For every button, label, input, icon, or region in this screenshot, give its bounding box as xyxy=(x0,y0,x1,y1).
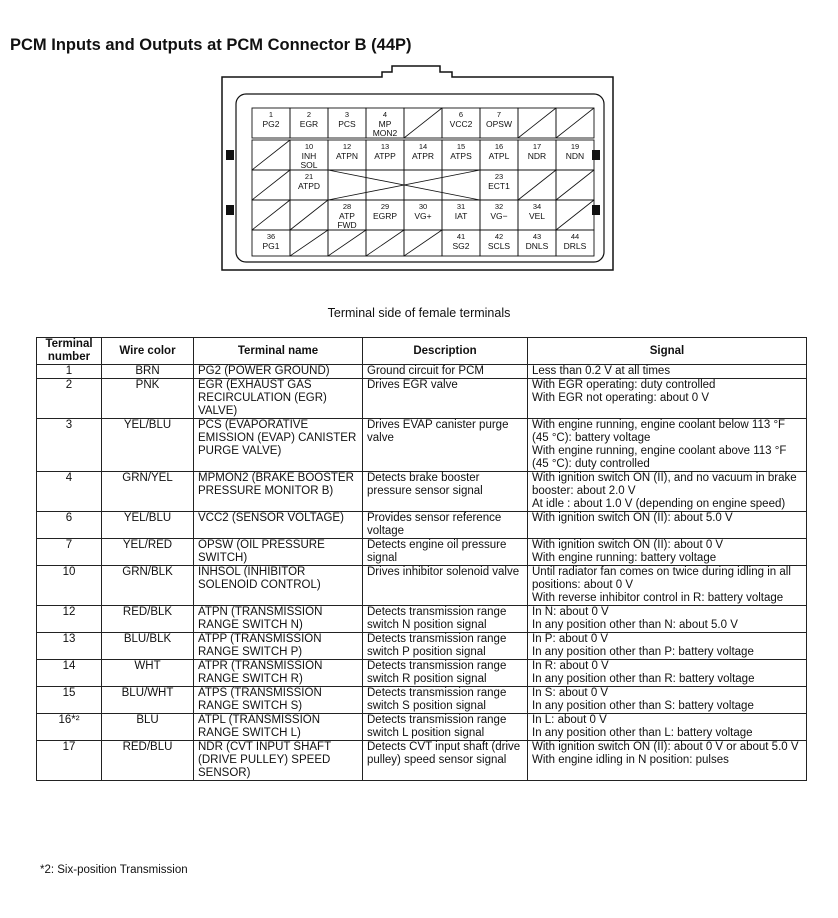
signal-line: In L: about 0 V xyxy=(532,714,607,726)
header-terminal-name: Terminal name xyxy=(194,338,363,365)
terminal-number-label: 10 xyxy=(304,142,314,151)
terminal-number-cell: 7 xyxy=(37,539,102,566)
empty-slot-hatch xyxy=(404,108,442,138)
terminal-signal-label: SCLS xyxy=(487,241,511,251)
wire-color-cell: GRN/YEL xyxy=(102,472,194,512)
header-terminal-number: Terminal number xyxy=(37,338,102,365)
terminal-name-cell: VCC2 (SENSOR VOLTAGE) xyxy=(194,512,363,539)
signal-cell xyxy=(528,660,807,687)
signal-line: With ignition switch ON (II), and no vacuum in brake booster: about 2.0 V xyxy=(532,472,797,497)
terminal-grid xyxy=(252,108,594,256)
description-cell: Provides sensor reference voltage xyxy=(363,512,528,539)
terminal-signal-label: DNLS xyxy=(525,241,549,251)
terminal-number-label: 31 xyxy=(456,202,466,211)
table-row xyxy=(37,687,807,714)
empty-slot-hatch xyxy=(252,140,290,170)
terminal-signal-label: DRLS xyxy=(563,241,587,251)
terminal-number-cell: 4 xyxy=(37,472,102,512)
terminal-number-cell: 15 xyxy=(37,687,102,714)
terminal-name-cell: PCS (EVAPORATIVE EMISSION (EVAP) CANISTER PURGE VALVE) xyxy=(194,419,363,472)
terminal-number-cell: 6 xyxy=(37,512,102,539)
empty-slot-hatch xyxy=(252,200,290,230)
signal-line: In R: about 0 V xyxy=(532,660,609,672)
signal-line: With engine running, engine coolant below 113 °F (45 °C): battery voltage xyxy=(532,419,786,444)
description-cell: Detects transmission range switch L position signal xyxy=(363,714,528,741)
description-cell: Drives EVAP canister purge valve xyxy=(363,419,528,472)
terminal-number-label: 43 xyxy=(532,232,542,241)
terminal-number-label: 14 xyxy=(418,142,428,151)
wire-color-cell: YEL/RED xyxy=(102,539,194,566)
terminal-cell xyxy=(366,170,404,200)
footnote: *2: Six-position Transmission xyxy=(40,864,188,876)
terminal-number-label: 42 xyxy=(494,232,504,241)
table-row xyxy=(37,365,807,379)
terminal-name-cell: ATPL (TRANSMISSION RANGE SWITCH L) xyxy=(194,714,363,741)
terminal-signal-label: VCC2 xyxy=(449,119,473,129)
wire-color-cell: RED/BLU xyxy=(102,741,194,781)
signal-line: Until radiator fan comes on twice during idling in all positions: about 0 V xyxy=(532,566,791,591)
terminal-number-cell: 12 xyxy=(37,606,102,633)
terminal-signal-label: EGR xyxy=(299,119,319,129)
wire-color-cell: YEL/BLU xyxy=(102,419,194,472)
terminal-number-cell: 10 xyxy=(37,566,102,606)
terminal-table xyxy=(36,337,807,781)
table-row xyxy=(37,714,807,741)
terminal-signal-label: ECT1 xyxy=(488,181,510,191)
terminal-number-label: 41 xyxy=(456,232,466,241)
signal-cell xyxy=(528,365,807,379)
description-cell: Detects transmission range switch N position signal xyxy=(363,606,528,633)
wire-color-cell: BLU/BLK xyxy=(102,633,194,660)
terminal-number-label: 19 xyxy=(570,142,580,151)
signal-line: In any position other than P: battery voltage xyxy=(532,646,754,658)
signal-line: In any position other than L: battery voltage xyxy=(532,727,753,739)
signal-line: Less than 0.2 V at all times xyxy=(532,365,671,377)
empty-slot-hatch xyxy=(328,230,366,256)
signal-line: With EGR operating: duty controlled xyxy=(532,379,716,391)
signal-line: With engine idling in N position: pulses xyxy=(532,754,729,766)
table-row xyxy=(37,741,807,781)
empty-slot-hatch xyxy=(404,230,442,256)
signal-cell xyxy=(528,714,807,741)
table-row xyxy=(37,379,807,419)
page-title: PCM Inputs and Outputs at PCM Connector B (44P) xyxy=(10,36,412,54)
right-lock-tab xyxy=(592,150,600,160)
header-signal: Signal xyxy=(528,338,807,365)
terminal-signal-label: FWD xyxy=(337,220,357,230)
table-row xyxy=(37,472,807,512)
terminal-number-label: 6 xyxy=(458,110,464,119)
terminal-number-cell: 3 xyxy=(37,419,102,472)
empty-slot-hatch xyxy=(518,108,556,138)
terminal-name-cell: OPSW (OIL PRESSURE SWITCH) xyxy=(194,539,363,566)
connector-shell xyxy=(222,66,613,270)
terminal-number-label: 16 xyxy=(494,142,504,151)
terminal-number-cell: 1 xyxy=(37,365,102,379)
table-row xyxy=(37,633,807,660)
terminal-number-label: 17 xyxy=(532,142,542,151)
terminal-number-cell: 2 xyxy=(37,379,102,419)
signal-cell xyxy=(528,419,807,472)
terminal-signal-label: VG+ xyxy=(414,211,432,221)
terminal-signal-label: ATPS xyxy=(450,151,472,161)
terminal-signal-label: MON2 xyxy=(372,128,398,138)
signal-cell xyxy=(528,687,807,714)
terminal-number-label: 3 xyxy=(344,110,350,119)
description-cell: Detects brake booster pressure sensor signal xyxy=(363,472,528,512)
table-row xyxy=(37,539,807,566)
terminal-signal-label: OPSW xyxy=(486,119,512,129)
empty-slot-hatch xyxy=(556,200,594,230)
terminal-number-label: 1 xyxy=(268,110,274,119)
signal-cell xyxy=(528,633,807,660)
connector-caption: Terminal side of female terminals xyxy=(327,306,511,320)
signal-cell xyxy=(528,539,807,566)
empty-slot-hatch xyxy=(556,170,594,200)
terminal-name-cell: NDR (CVT INPUT SHAFT (DRIVE PULLEY) SPEED SENSOR) xyxy=(194,741,363,781)
terminal-number-cell: 17 xyxy=(37,741,102,781)
right-lock-tab-lower xyxy=(592,205,600,215)
terminal-signal-label: ATPP xyxy=(374,151,396,161)
table-row xyxy=(37,606,807,633)
terminal-name-cell: ATPR (TRANSMISSION RANGE SWITCH R) xyxy=(194,660,363,687)
left-lock-tab xyxy=(226,150,234,160)
terminal-number-label: 28 xyxy=(342,202,352,211)
terminal-number-label: 4 xyxy=(382,110,388,119)
terminal-signal-label: PG1 xyxy=(262,241,280,251)
terminal-name-cell: MPMON2 (BRAKE BOOSTER PRESSURE MONITOR B) xyxy=(194,472,363,512)
signal-line: With engine running, engine coolant above 113 °F (45 °C): duty controlled xyxy=(532,445,787,470)
signal-cell xyxy=(528,379,807,419)
terminal-name-cell: ATPN (TRANSMISSION RANGE SWITCH N) xyxy=(194,606,363,633)
empty-slot-hatch xyxy=(518,170,556,200)
wire-color-cell: BLU xyxy=(102,714,194,741)
signal-line: With engine running: battery voltage xyxy=(532,552,717,564)
terminal-number-label: 44 xyxy=(570,232,580,241)
wire-color-cell: WHT xyxy=(102,660,194,687)
terminal-number-label: 32 xyxy=(494,202,504,211)
terminal-signal-label: VEL xyxy=(528,211,546,221)
header-description: Description xyxy=(363,338,528,365)
terminal-signal-label: ATPN xyxy=(335,151,359,161)
terminal-number-label: 21 xyxy=(304,172,314,181)
table-row xyxy=(37,512,807,539)
empty-slot-hatch xyxy=(290,200,328,230)
terminal-signal-label: ATP xyxy=(339,211,355,221)
terminal-name-cell: PG2 (POWER GROUND) xyxy=(194,365,363,379)
terminal-signal-label: ATPD xyxy=(297,181,321,191)
description-cell: Ground circuit for PCM xyxy=(363,365,528,379)
terminal-cell xyxy=(404,170,442,200)
table-row xyxy=(37,566,807,606)
terminal-signal-label: PG2 xyxy=(262,119,280,129)
connector-diagram xyxy=(0,0,838,300)
signal-line: With EGR not operating: about 0 V xyxy=(532,392,710,404)
terminal-cell xyxy=(328,170,366,200)
signal-cell xyxy=(528,741,807,781)
description-cell: Drives inhibitor solenoid valve xyxy=(363,566,528,606)
terminal-signal-label: INH xyxy=(301,151,317,161)
terminal-cell xyxy=(442,170,480,200)
terminal-signal-label: PCS xyxy=(338,119,356,129)
terminal-signal-label: NDR xyxy=(527,151,547,161)
description-cell: Detects transmission range switch S position signal xyxy=(363,687,528,714)
terminal-signal-label: VG− xyxy=(490,211,508,221)
signal-cell xyxy=(528,512,807,539)
connector-inner-frame xyxy=(236,94,604,262)
terminal-number-label: 30 xyxy=(418,202,428,211)
signal-line: In P: about 0 V xyxy=(532,633,609,645)
terminal-name-cell: ATPP (TRANSMISSION RANGE SWITCH P) xyxy=(194,633,363,660)
signal-line: In N: about 0 V xyxy=(532,606,609,618)
empty-slot-hatch xyxy=(290,230,328,256)
terminal-number-label: 2 xyxy=(306,110,312,119)
terminal-signal-label: EGRP xyxy=(372,211,398,221)
wire-color-cell: BLU/WHT xyxy=(102,687,194,714)
table-header-row xyxy=(37,338,807,365)
terminal-number-label: 23 xyxy=(494,172,504,181)
wire-color-cell: RED/BLK xyxy=(102,606,194,633)
wire-color-cell: BRN xyxy=(102,365,194,379)
terminal-signal-label: MP xyxy=(378,119,392,129)
terminal-signal-label: NDN xyxy=(565,151,585,161)
signal-line: In any position other than R: battery voltage xyxy=(532,673,755,685)
terminal-number-label: 13 xyxy=(380,142,390,151)
description-cell: Detects transmission range switch R position signal xyxy=(363,660,528,687)
terminal-number-cell: 13 xyxy=(37,633,102,660)
terminal-name-cell: ATPS (TRANSMISSION RANGE SWITCH S) xyxy=(194,687,363,714)
wire-color-cell: PNK xyxy=(102,379,194,419)
terminal-number-cell: 14 xyxy=(37,660,102,687)
description-cell: Detects CVT input shaft (drive pulley) speed sensor signal xyxy=(363,741,528,781)
signal-cell xyxy=(528,606,807,633)
signal-cell xyxy=(528,566,807,606)
header-wire-color: Wire color xyxy=(102,338,194,365)
signal-line: In any position other than S: battery voltage xyxy=(532,700,754,712)
terminal-signal-label: IAT xyxy=(454,211,468,221)
description-cell: Detects engine oil pressure signal xyxy=(363,539,528,566)
left-lock-tab-lower xyxy=(226,205,234,215)
terminal-signal-label: ATPL xyxy=(488,151,510,161)
terminal-name-cell: EGR (EXHAUST GAS RECIRCULATION (EGR) VALVE) xyxy=(194,379,363,419)
signal-line: With ignition switch ON (II): about 0 V xyxy=(532,539,724,551)
terminal-signal-label: ATPR xyxy=(411,151,435,161)
terminal-signal-label: SOL xyxy=(300,160,318,170)
signal-cell xyxy=(528,472,807,512)
terminal-number-label: 15 xyxy=(456,142,466,151)
table-row xyxy=(37,419,807,472)
terminal-name-cell: INHSOL (INHIBITOR SOLENOID CONTROL) xyxy=(194,566,363,606)
terminal-number-label: 7 xyxy=(496,110,502,119)
signal-line: With ignition switch ON (II): about 5.0 V xyxy=(532,512,733,524)
description-cell: Detects transmission range switch P position signal xyxy=(363,633,528,660)
terminal-number-label: 36 xyxy=(266,232,276,241)
table-row xyxy=(37,660,807,687)
empty-slot-hatch xyxy=(366,230,404,256)
signal-line: With ignition switch ON (II): about 0 V or about 5.0 V xyxy=(532,741,799,753)
empty-slot-hatch xyxy=(252,170,290,200)
signal-line: In S: about 0 V xyxy=(532,687,609,699)
description-cell: Drives EGR valve xyxy=(363,379,528,419)
signal-line: At idle : about 1.0 V (depending on engine speed) xyxy=(532,498,786,510)
terminal-signal-label: SG2 xyxy=(452,241,470,251)
wire-color-cell: GRN/BLK xyxy=(102,566,194,606)
signal-line: In any position other than N: about 5.0 V xyxy=(532,619,738,631)
terminal-number-label: 34 xyxy=(532,202,542,211)
terminal-number-label: 29 xyxy=(380,202,390,211)
terminal-number-cell: 16*² xyxy=(37,714,102,741)
terminal-number-label: 12 xyxy=(342,142,352,151)
signal-line: With reverse inhibitor control in R: battery voltage xyxy=(532,592,784,604)
empty-slot-hatch xyxy=(556,108,594,138)
wire-color-cell: YEL/BLU xyxy=(102,512,194,539)
